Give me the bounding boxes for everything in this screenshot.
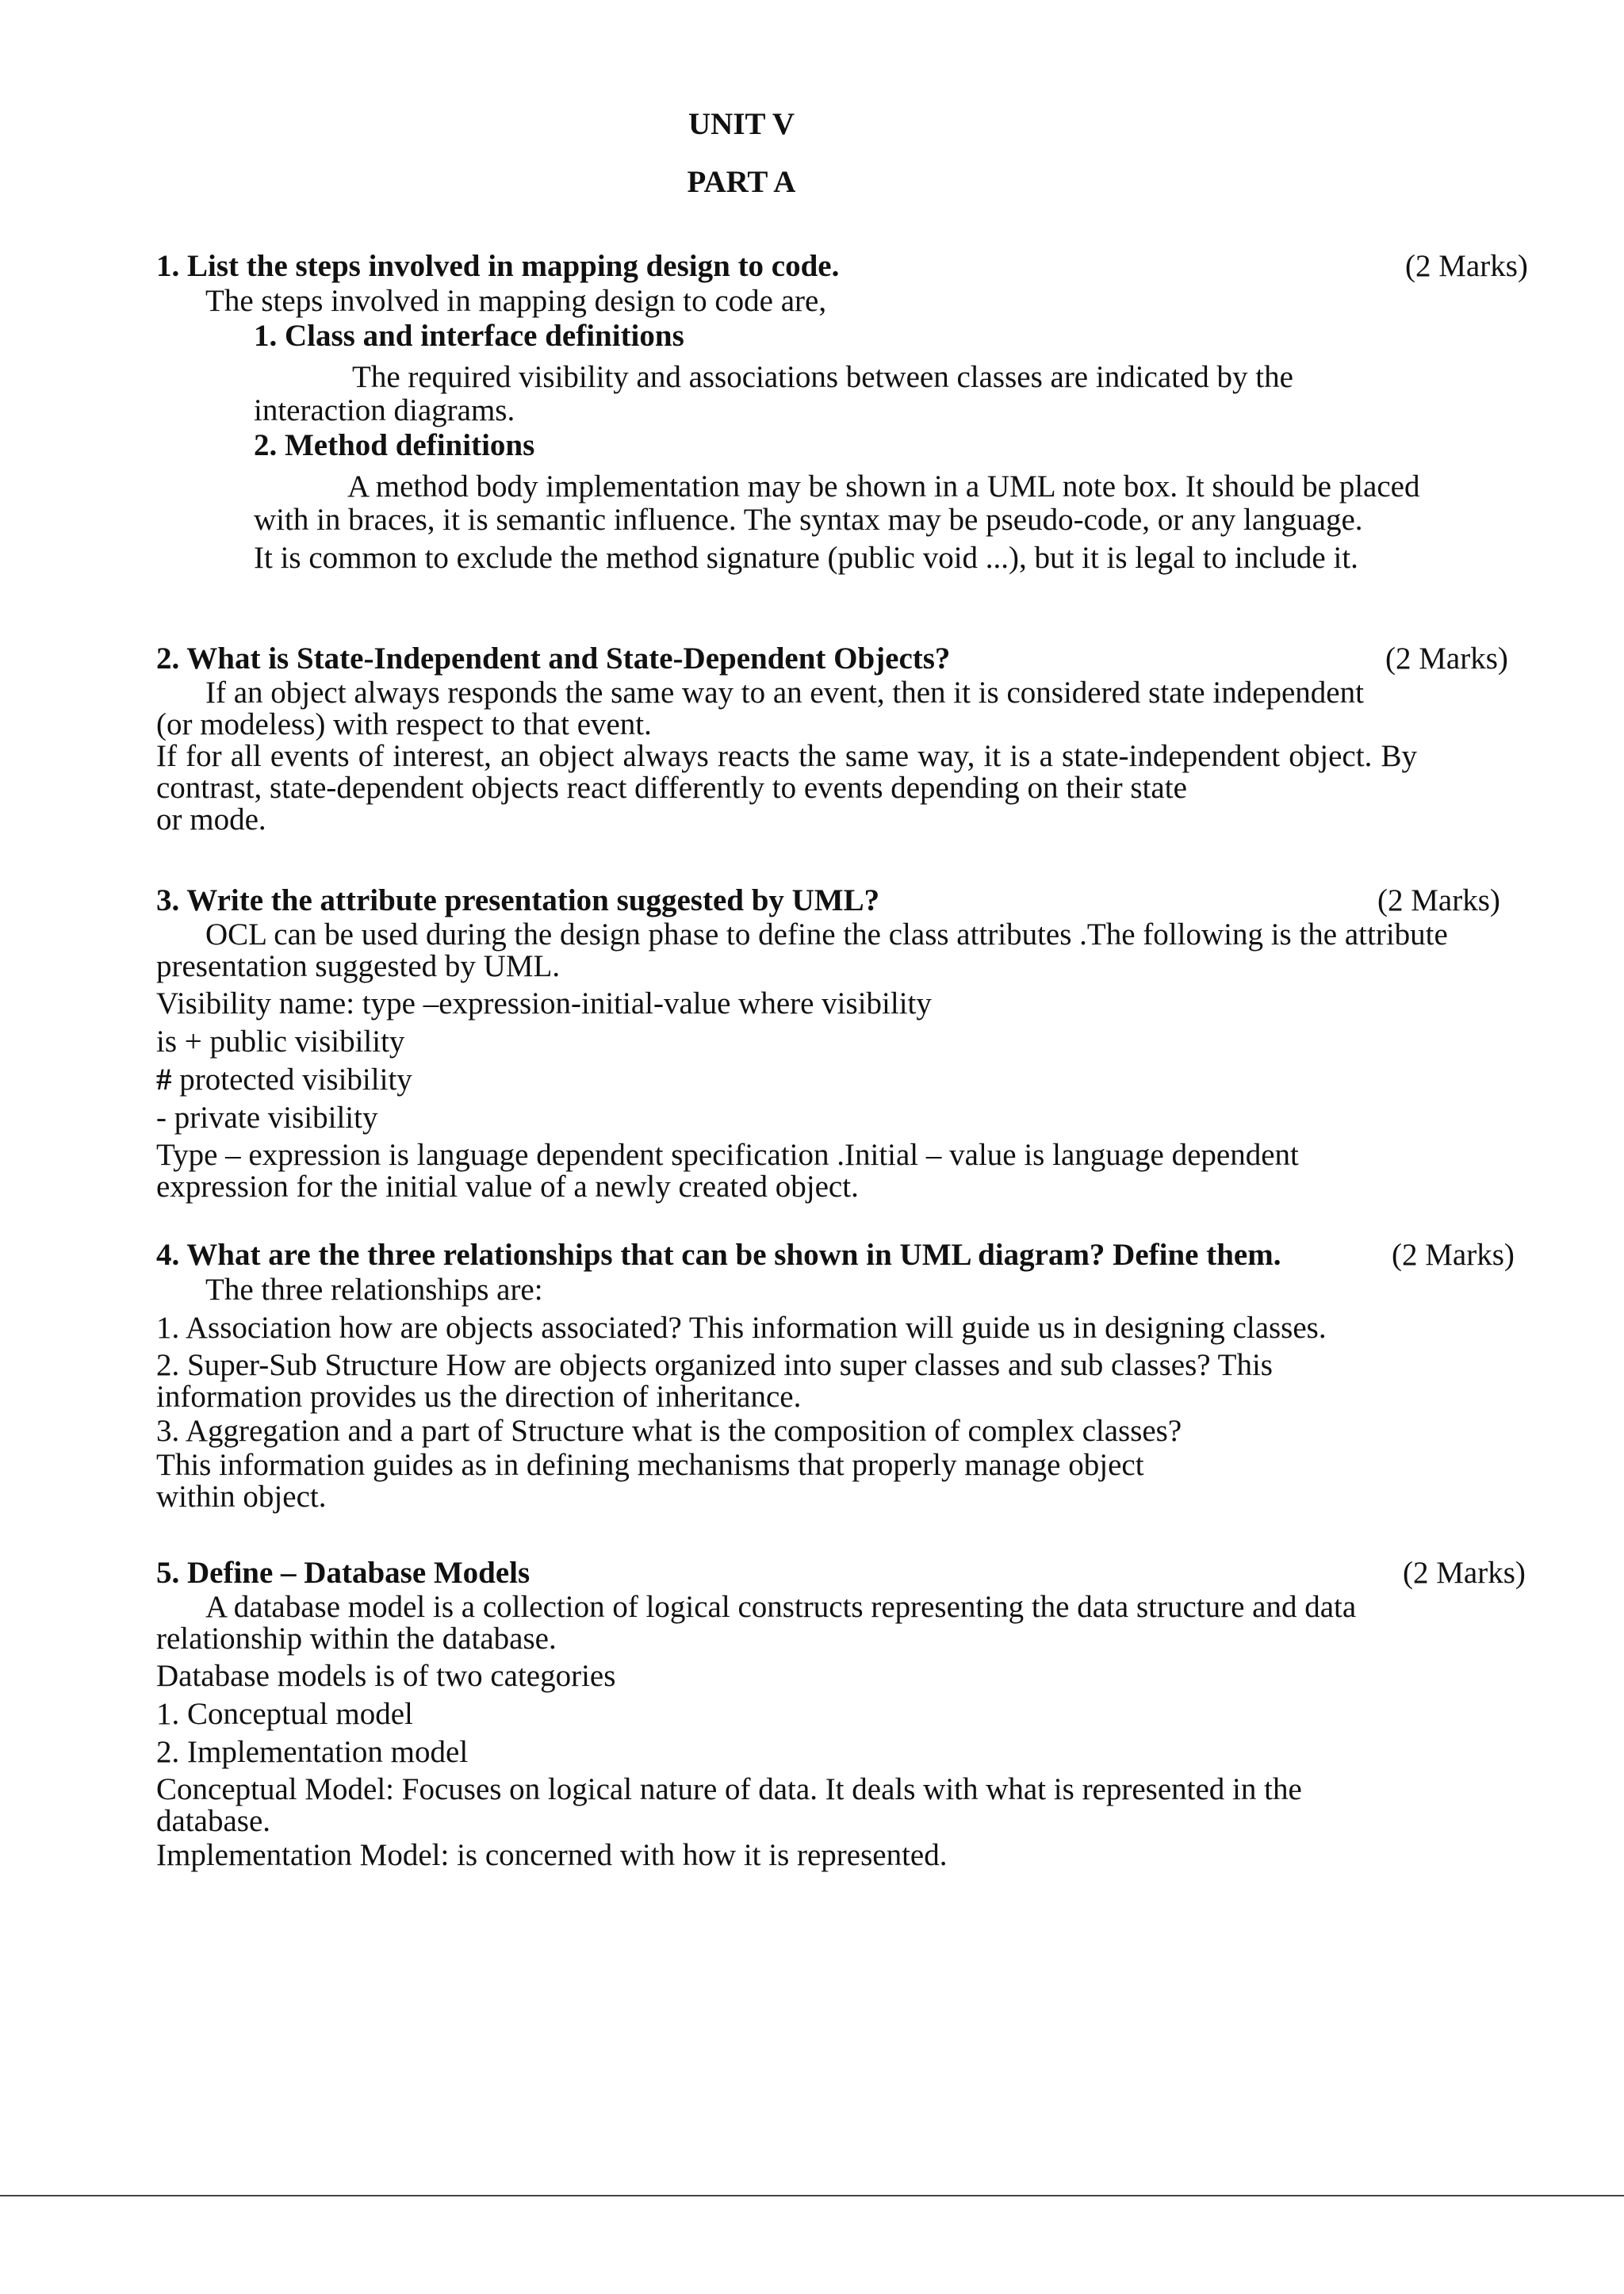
q5-line2: relationship within the database. (156, 1622, 557, 1656)
q1-step2-line1: A method body implementation may be shown in a UML note box. It should be placed (347, 469, 1420, 504)
q3-line1: OCL can be used during the design phase to define the class attributes .The following is the attribute (205, 917, 1448, 952)
q3-line3: Visibility name: type –expression-initial-value where visibility (156, 986, 932, 1021)
question-1-text: 1. List the steps involved in mapping design to code. (156, 249, 840, 283)
q5-line4: 1. Conceptual model (156, 1697, 413, 1731)
q2-line1: If an object always responds the same way to an event, then it is considered state independent (205, 676, 1364, 710)
q3-line8: expression for the initial value of a newly created object. (156, 1170, 859, 1204)
q5-line3: Database models is of two categories (156, 1659, 616, 1693)
question-1-title (156, 250, 1536, 285)
q4-item3-line2: This information guides as in defining mechanisms that properly manage object (156, 1448, 1144, 1482)
q1-step2-line3: It is common to exclude the method signature (public void ...), but it is legal to include it. (254, 541, 1358, 575)
question-2 (156, 642, 1536, 836)
q1-intro: The steps involved in mapping design to code are, (205, 284, 827, 318)
q4-intro: The three relationships are: (205, 1273, 543, 1307)
q1-step2-line2: with in braces, it is semantic influence. The syntax may be pseudo-code, or any language. (254, 503, 1363, 537)
q2-line2: (or modeless) with respect to that event. (156, 707, 652, 741)
q1-step1-line1: The required visibility and associations between classes are indicated by the (352, 360, 1293, 394)
q4-item1: 1. Association how are objects associated? This information will guide us in designing classes. (156, 1311, 1327, 1345)
q1-step1-title: 1. Class and interface definitions (254, 319, 684, 353)
question-5 (156, 1557, 1536, 1874)
part-heading: PART A (687, 165, 796, 199)
question-1 (156, 250, 1536, 575)
q1-step1-line2: interaction diagrams. (254, 393, 515, 427)
q3-line5 (156, 1063, 1536, 1097)
q5-line6: Conceptual Model: Focuses on logical nature of data. It deals with what is represented in the (156, 1772, 1302, 1806)
question-3-text: 3. Write the attribute presentation suggested by UML? (156, 883, 880, 917)
q4-item2-line2: information provides us the direction of inheritance. (156, 1380, 802, 1414)
q5-line5: 2. Implementation model (156, 1735, 469, 1769)
q5-line8: Implementation Model: is concerned with how it is represented. (156, 1838, 948, 1872)
question-2-marks: (2 Marks) (1385, 641, 1508, 676)
q5-line1: A database model is a collection of logical constructs representing the data structure and data (205, 1590, 1357, 1624)
question-3 (156, 884, 1536, 1203)
question-5-marks: (2 Marks) (1403, 1556, 1526, 1590)
q1-step2-title: 2. Method definitions (254, 428, 535, 462)
question-4-marks: (2 Marks) (1392, 1238, 1515, 1272)
question-1-marks: (2 Marks) (1405, 249, 1528, 283)
q5-line7: database. (156, 1804, 271, 1838)
question-2-title (156, 642, 1536, 677)
question-4-title (156, 1239, 1536, 1273)
q3-hash-symbol: # (156, 1063, 172, 1097)
question-3-title (156, 884, 1536, 919)
q4-item2-line1: 2. Super-Sub Structure How are objects organized into super classes and sub classes? This (156, 1348, 1273, 1382)
q3-line2: presentation suggested by UML. (156, 949, 561, 983)
unit-heading: UNIT V (688, 107, 795, 141)
question-5-text: 5. Define – Database Models (156, 1556, 530, 1590)
q3-line7: Type – expression is language dependent specification .Initial – value is language dependent (156, 1138, 1299, 1172)
question-5-title (156, 1557, 1536, 1591)
q4-item3-line1: 3. Aggregation and a part of Structure what is the composition of complex classes? (156, 1414, 1182, 1448)
question-3-marks: (2 Marks) (1377, 883, 1500, 917)
question-4-text: 4. What are the three relationships that can be shown in UML diagram? Define them. (156, 1238, 1281, 1272)
question-2-text: 2. What is State-Independent and State-Dependent Objects? (156, 641, 951, 676)
q3-line5-text: protected visibility (171, 1063, 412, 1097)
q2-para2: If for all events of interest, an object always reacts the same way, it is a state-independent object. By contrast, state-dependent objects react differently to events depending on their state (156, 739, 1417, 805)
q3-line6: - private visibility (156, 1101, 378, 1135)
question-4 (156, 1239, 1536, 1513)
footer-rule (0, 2195, 1624, 2196)
q2-para2-end: or mode. (156, 802, 266, 837)
q3-line4: is + public visibility (156, 1024, 405, 1059)
q4-item3-line3: within object. (156, 1480, 327, 1514)
